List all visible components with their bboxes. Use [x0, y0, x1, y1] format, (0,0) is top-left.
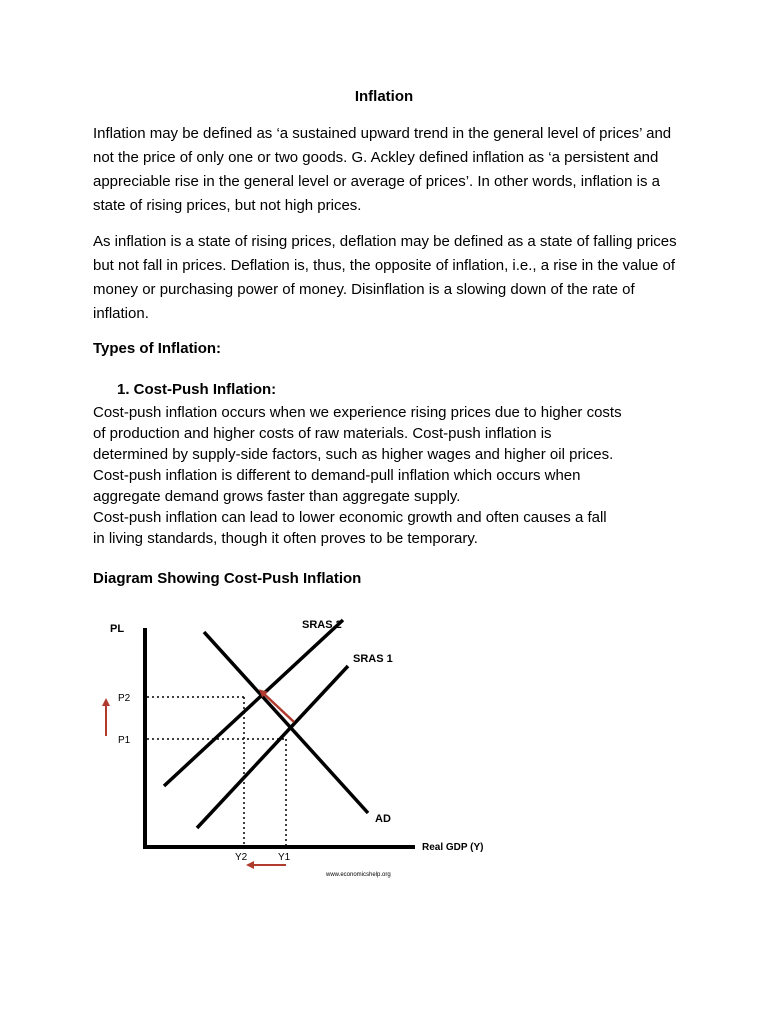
cost-push-line: aggregate demand grows faster than aggregate supply. [93, 488, 461, 505]
p1-label: P1 [118, 735, 131, 746]
cost-push-line: Cost-push inflation occurs when we experience rising prices due to higher costs [93, 404, 622, 421]
y1-label: Y1 [278, 852, 291, 863]
sras1-curve [197, 666, 348, 828]
types-heading: Types of Inflation: [93, 340, 222, 357]
supply-shift-arrow [262, 692, 294, 722]
cost-push-description [93, 402, 683, 549]
ad-label: AD [375, 813, 391, 825]
cost-push-line: Cost-push inflation can lead to lower economic growth and often causes a fall [93, 509, 607, 526]
cost-push-line: determined by supply-side factors, such as higher wages and higher oil prices. [93, 446, 614, 463]
y2-label: Y2 [235, 852, 248, 863]
diagram-heading: Diagram Showing Cost-Push Inflation [93, 570, 362, 587]
cost-push-line: of production and higher costs of raw materials. Cost-push inflation is [93, 425, 552, 442]
y-axis-label: PL [110, 623, 125, 635]
x-axis-label: Real GDP (Y) [422, 842, 484, 853]
cost-push-diagram [100, 610, 500, 885]
cost-push-line: Cost-push inflation is different to demand-pull inflation which occurs when [93, 467, 581, 484]
source-credit: www.economicshelp.org [326, 872, 391, 878]
document-title: Inflation [354, 88, 414, 105]
sras2-label: SRAS 2 [302, 619, 342, 631]
list-item-cost-push: 1. Cost-Push Inflation: [117, 381, 277, 398]
paragraph-inflation-definition: Inflation may be defined as ‘a sustained upward trend in the general level of prices’ and not the price of only one or two goods. G. Ackley defined inflation as ‘a persistent and appreciable rise in the general level or average of prices’. In other words, inflation is a state of rising prices, but not high prices. [93, 125, 672, 214]
sras1-label: SRAS 1 [353, 653, 393, 665]
sras2-curve [164, 620, 343, 786]
cost-push-line: in living standards, though it often proves to be temporary. [93, 530, 478, 547]
p2-label: P2 [118, 693, 131, 704]
paragraph-deflation-definition: As inflation is a state of rising prices, deflation may be defined as a state of falling prices but not fall in prices. Deflation is, thus, the opposite of inflation, i.e., a rise in the value of money or purchasing power of money. Disinflation is a slowing down of the rate of inflation. [93, 233, 677, 322]
